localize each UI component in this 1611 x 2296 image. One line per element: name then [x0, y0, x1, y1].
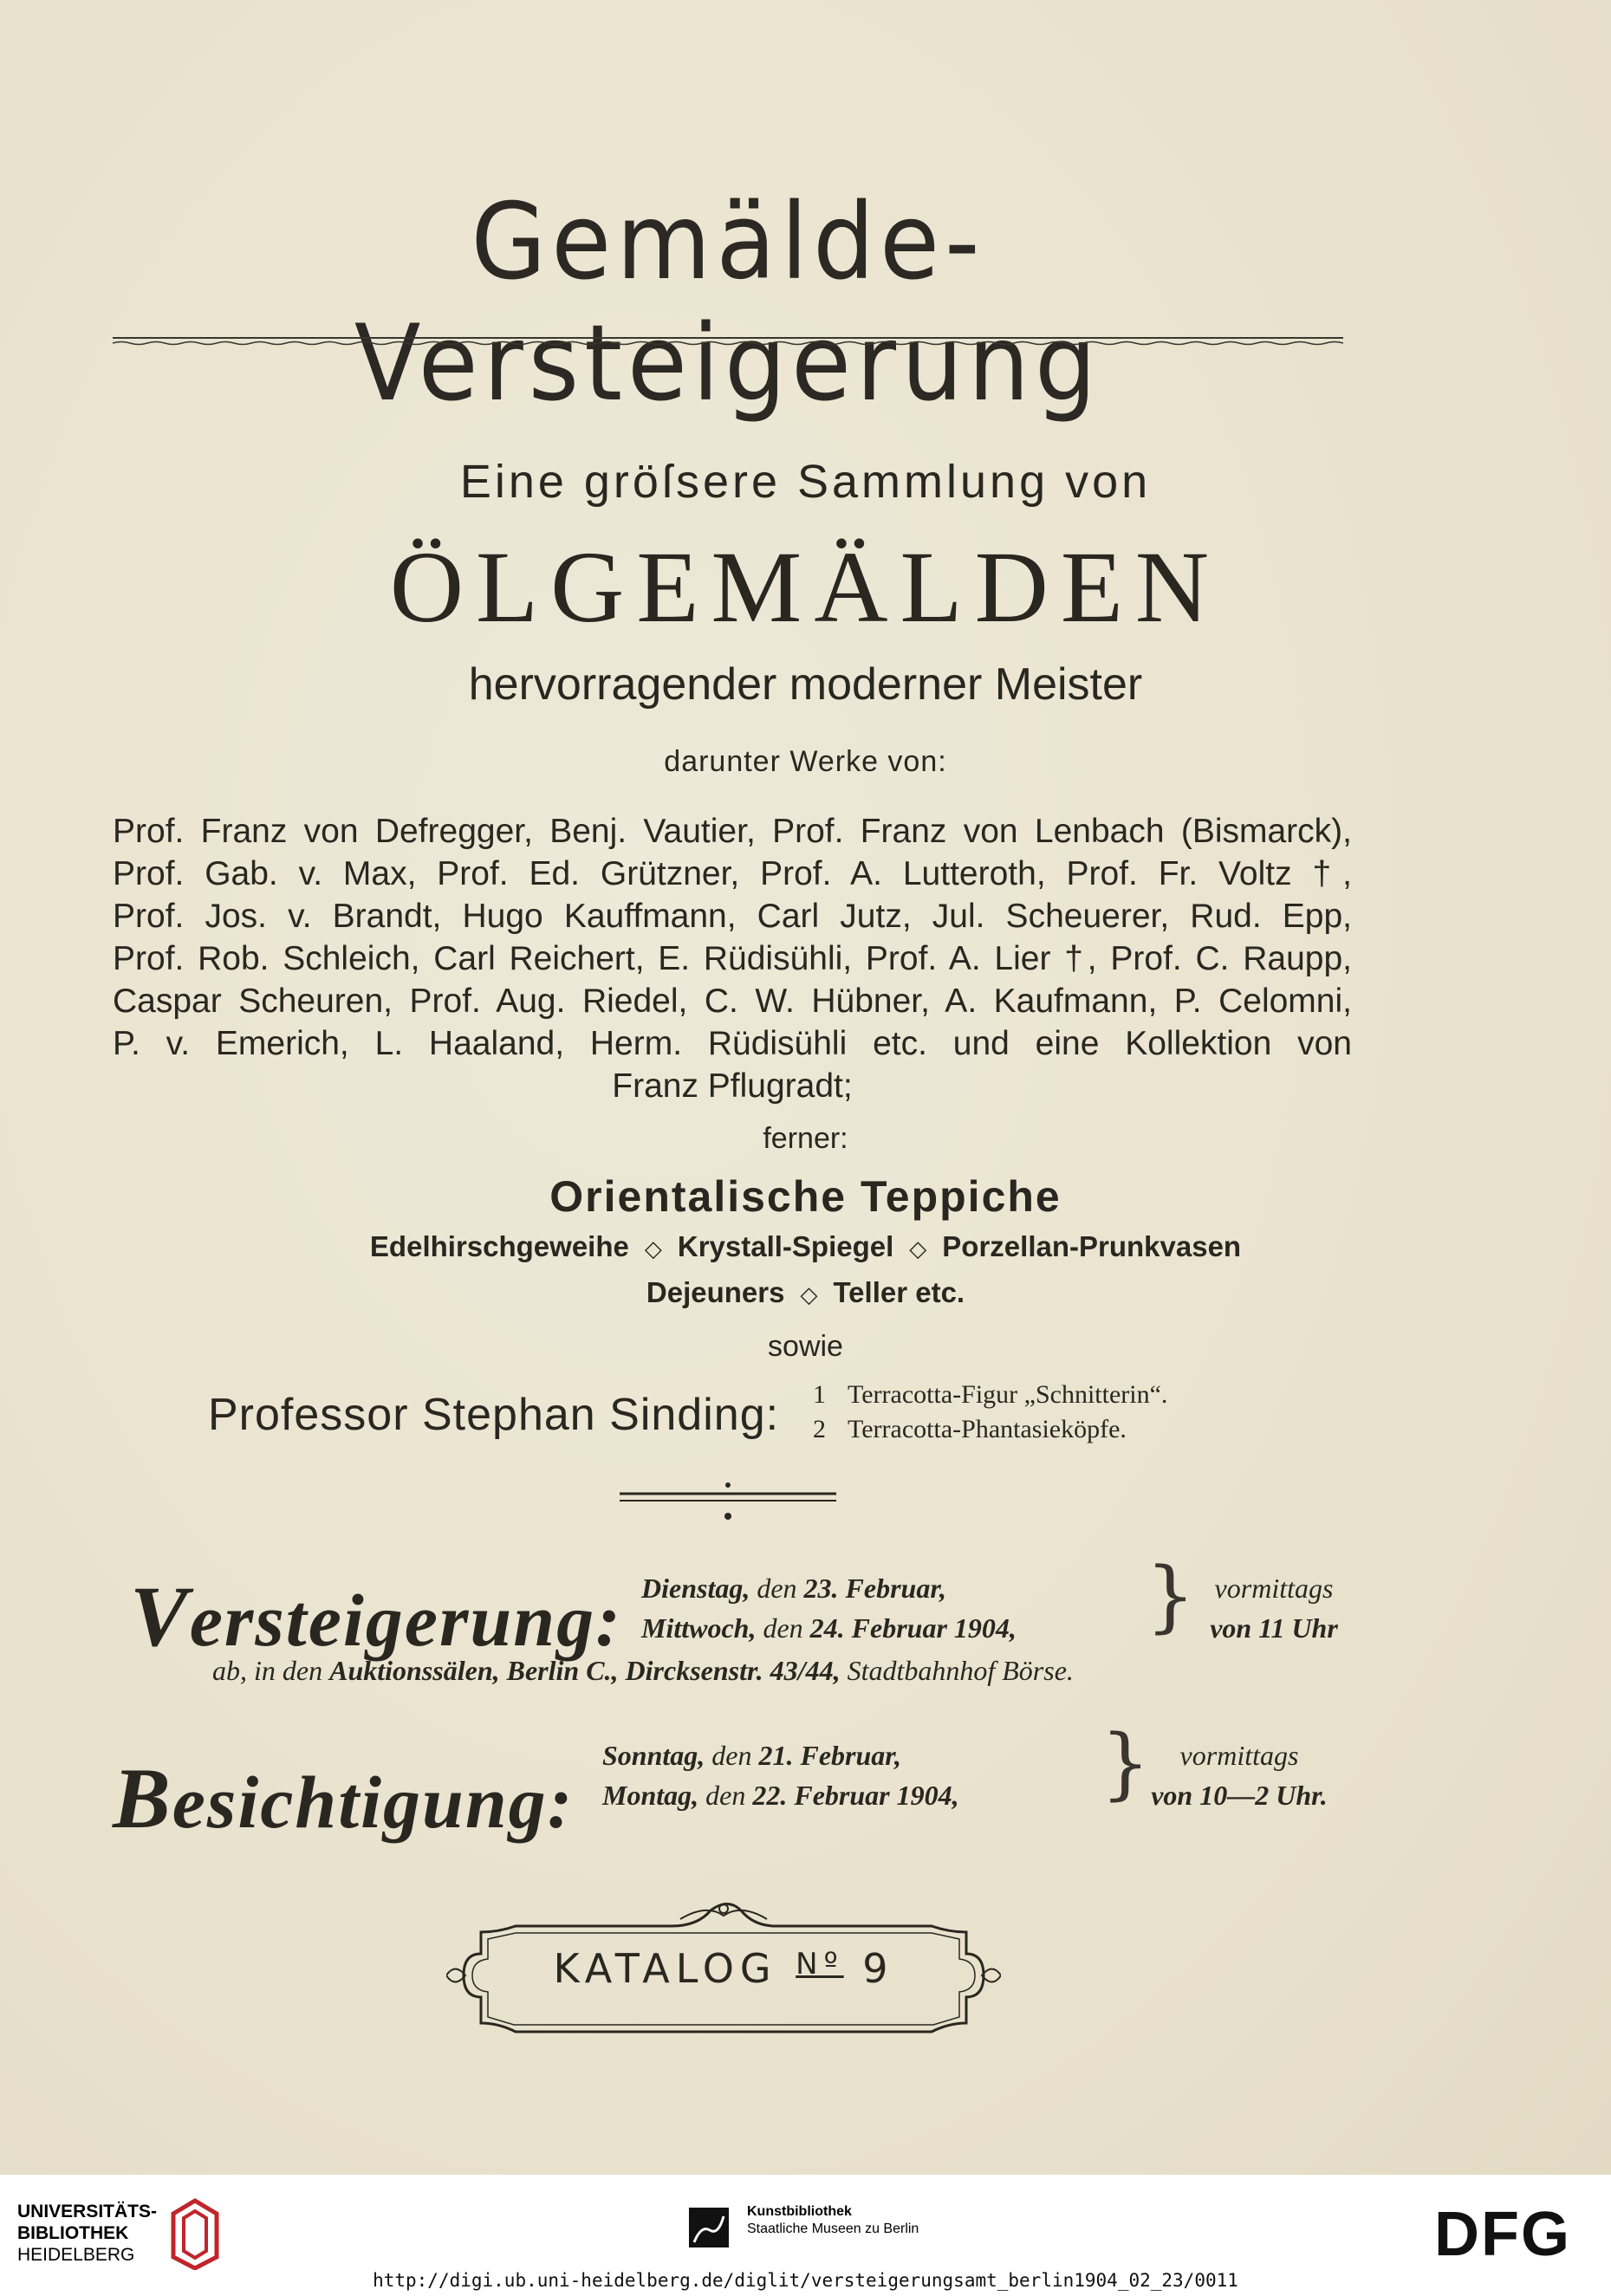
auction-date-1: Dienstag, den 23. Februar, — [641, 1573, 947, 1604]
artist-line: P. v. Emerich, L. Haaland, Herm. Rüdisühli etc. und eine Kollektion von — [113, 1025, 1352, 1062]
auction-label: Versteigerung: — [130, 1568, 622, 1664]
auction-time: vormittags von 11 Uhr — [1210, 1573, 1338, 1644]
viewing-date-2: Montag, den 22. Februar 1904, — [602, 1780, 959, 1811]
artist-line: Prof. Rob. Schleich, Carl Reichert, E. Rüdisühli, Prof. A. Lier †, Prof. C. Raupp, — [113, 940, 1352, 977]
diamond-separator-icon: ◇ — [909, 1236, 927, 1262]
viewing-label: Besichtigung: — [113, 1750, 575, 1846]
sinding-name: Professor Stephan Sinding: — [208, 1390, 780, 1440]
ornamental-divider — [620, 1473, 836, 1525]
source-url[interactable]: http://digi.ub.uni-heidelberg.de/diglit/versteigerungsamt_berlin1904_02_23/0011 — [373, 2270, 1238, 2291]
viewing-time: vormittags von 10—2 Uhr. — [1151, 1740, 1328, 1811]
diamond-separator-icon: ◇ — [800, 1281, 818, 1307]
auction-dates — [641, 1568, 1017, 1648]
item-vases: Porzellan-Prunkvasen — [942, 1230, 1242, 1262]
item-antlers: Edelhirschgeweihe — [369, 1230, 629, 1262]
sinding-item: 2 Terracotta-Phantasieköpfe. — [813, 1415, 1127, 1443]
sowie-label: sowie — [768, 1330, 843, 1363]
item-mirrors: Krystall-Spiegel — [677, 1230, 894, 1262]
ub-heidelberg-name: UNIVERSITÄTS- BIBLIOTHEK HEIDELBERG — [17, 2202, 158, 2265]
artist-line: Prof. Gab. v. Max, Prof. Ed. Grützner, Prof. A. Lutteroth, Prof. Fr. Voltz †, — [113, 855, 1352, 892]
viewing-dates — [602, 1735, 959, 1815]
dfg-logo: DFG — [1434, 2200, 1571, 2269]
auction-date-2: Mittwoch, den 24. Februar 1904, — [641, 1612, 1017, 1644]
intro-line: Eine gröſsere Sammlung von — [459, 456, 1152, 508]
items-row-2 — [0, 1276, 1611, 1309]
works-intro: darunter Werke von: — [664, 745, 947, 778]
item-dejeuners: Dejeuners — [646, 1276, 785, 1308]
item-plates: Teller etc. — [833, 1276, 965, 1308]
artist-line: Franz Pflugradt; — [612, 1067, 853, 1105]
artist-line: Caspar Scheuren, Prof. Aug. Riedel, C. W. Hübner, A. Kaufmann, P. Celomni, — [113, 983, 1352, 1020]
brace-icon: } — [1101, 1718, 1151, 1809]
title-double-rule — [113, 333, 1343, 350]
brace-icon: } — [1146, 1551, 1196, 1642]
page-title: Gemälde-Versteigerung — [354, 181, 1102, 425]
kunstbibliothek-logo-icon — [689, 2208, 729, 2247]
kunstbibliothek-name: Kunstbibliothek Staatliche Museen zu Berlin — [747, 2204, 919, 2236]
carpets-heading: Orientalische Teppiche — [549, 1172, 1062, 1221]
main-heading: ÖLGEMÄLDEN — [389, 530, 1222, 644]
viewing-date-1: Sonntag, den 21. Februar, — [602, 1740, 901, 1771]
items-row-1 — [0, 1230, 1611, 1263]
catalog-number-sign: Nº — [796, 1947, 844, 1981]
ferner-label: ferner: — [763, 1122, 848, 1155]
auction-location: ab, in den Auktionssälen, Berlin C., Dircksenstr. 43/44, Stadtbahnhof Börse. — [212, 1655, 1074, 1686]
diamond-separator-icon: ◇ — [644, 1236, 662, 1262]
subheading: hervorragender moderner Meister — [468, 659, 1143, 710]
ub-heidelberg-logo-icon — [165, 2192, 225, 2270]
artist-line: Prof. Franz von Defregger, Benj. Vautier, Prof. Franz von Lenbach (Bismarck), — [113, 813, 1352, 850]
sinding-items — [813, 1378, 1167, 1447]
artist-line: Prof. Jos. v. Brandt, Hugo Kauffmann, Carl Jutz, Jul. Scheuerer, Rud. Epp, — [113, 898, 1352, 935]
sinding-item: 1 Terracotta-Figur „Schnitterin“. — [813, 1380, 1168, 1409]
artist-list — [113, 810, 1352, 1107]
catalog-label: KATALOG $^{Nº}$ 9 — [553, 1945, 894, 1992]
